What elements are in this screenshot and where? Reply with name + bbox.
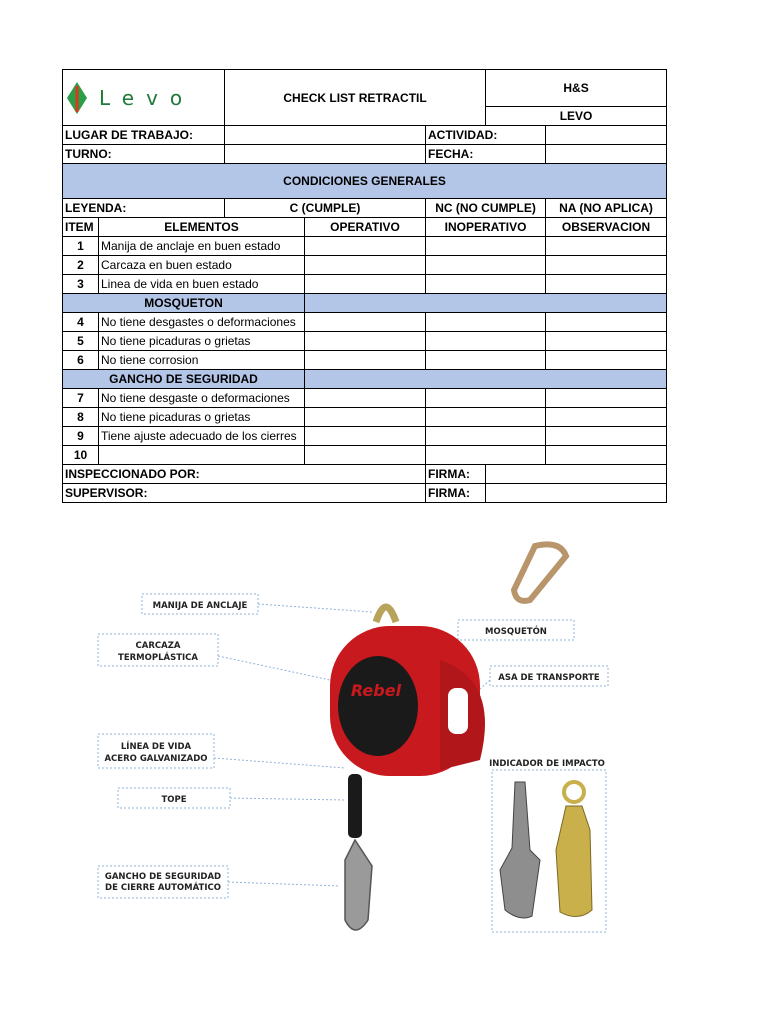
item-text: No tiene picaduras o grietas <box>99 408 305 427</box>
operativo-cell[interactable] <box>305 256 426 275</box>
observacion-cell[interactable] <box>546 408 667 427</box>
firma-label: FIRMA: <box>426 465 486 484</box>
checklist-table <box>62 69 667 503</box>
item-text: No tiene corrosion <box>99 351 305 370</box>
inoperativo-cell[interactable] <box>426 427 546 446</box>
leaf-icon <box>67 82 87 114</box>
actividad-label: ACTIVIDAD: <box>426 126 546 145</box>
item-number: 4 <box>63 313 99 332</box>
observacion-cell[interactable] <box>546 237 667 256</box>
svg-text:LÍNEA DE VIDA: LÍNEA DE VIDA <box>120 742 192 752</box>
logo-text: Levo <box>99 85 195 110</box>
lugar-value[interactable] <box>225 126 426 145</box>
operativo-cell[interactable] <box>305 275 426 294</box>
item-text[interactable] <box>99 446 305 465</box>
section-gancho: GANCHO DE SEGURIDAD <box>63 370 305 389</box>
item-number: 9 <box>63 427 99 446</box>
section-mosqueton: MOSQUETON <box>63 294 305 313</box>
svg-text:GANCHO DE SEGURIDAD: GANCHO DE SEGURIDAD <box>104 872 222 882</box>
legend-label: LEYENDA: <box>63 199 225 218</box>
item-text: No tiene desgaste o deformaciones <box>99 389 305 408</box>
item-number: 7 <box>63 389 99 408</box>
observacion-cell[interactable] <box>546 351 667 370</box>
anchor-handle <box>376 607 396 622</box>
inoperativo-cell[interactable] <box>426 237 546 256</box>
table-row <box>63 275 667 294</box>
snap-hook <box>345 840 372 930</box>
firma-inspector-field[interactable] <box>486 465 667 484</box>
col-operativo: OPERATIVO <box>305 218 426 237</box>
operativo-cell[interactable] <box>305 332 426 351</box>
operativo-cell[interactable] <box>305 351 426 370</box>
col-item: ITEM <box>63 218 99 237</box>
observacion-cell[interactable] <box>546 389 667 408</box>
operativo-cell[interactable] <box>305 313 426 332</box>
observacion-cell[interactable] <box>546 427 667 446</box>
fecha-label: FECHA: <box>426 145 546 164</box>
inoperativo-cell[interactable] <box>426 275 546 294</box>
retractable-housing <box>330 626 485 776</box>
hs-label: H&S <box>486 70 667 107</box>
inoperativo-cell[interactable] <box>426 389 546 408</box>
table-row <box>63 351 667 370</box>
item-text: No tiene desgastes o deformaciones <box>99 313 305 332</box>
svg-text:MOSQUETÓN: MOSQUETÓN <box>485 627 547 637</box>
svg-text:ACERO GALVANIZADO: ACERO GALVANIZADO <box>104 754 208 764</box>
observacion-cell[interactable] <box>546 446 667 465</box>
observacion-cell[interactable] <box>546 275 667 294</box>
col-observacion: OBSERVACION <box>546 218 667 237</box>
operativo-cell[interactable] <box>305 237 426 256</box>
inoperativo-cell[interactable] <box>426 256 546 275</box>
item-number: 5 <box>63 332 99 351</box>
table-row <box>63 332 667 351</box>
item-number: 6 <box>63 351 99 370</box>
legend-nc: NC (NO CUMPLE) <box>426 199 546 218</box>
table-row <box>63 313 667 332</box>
item-number: 8 <box>63 408 99 427</box>
lifeline <box>348 774 362 838</box>
document-title: CHECK LIST RETRACTIL <box>225 70 486 126</box>
section-condiciones: CONDICIONES GENERALES <box>63 164 667 199</box>
table-row <box>63 237 667 256</box>
svg-text:TOPE: TOPE <box>161 795 187 805</box>
observacion-cell[interactable] <box>546 332 667 351</box>
item-number: 1 <box>63 237 99 256</box>
item-text: Tiene ajuste adecuado de los cierres <box>99 427 305 446</box>
svg-text:TERMOPLÁSTICA: TERMOPLÁSTICA <box>118 653 198 663</box>
svg-text:INDICADOR DE IMPACTO: INDICADOR DE IMPACTO <box>489 759 605 769</box>
inoperativo-cell[interactable] <box>426 351 546 370</box>
item-text: No tiene picaduras o grietas <box>99 332 305 351</box>
turno-value[interactable] <box>225 145 426 164</box>
item-text: Linea de vida en buen estado <box>99 275 305 294</box>
item-text: Carcaza en buen estado <box>99 256 305 275</box>
inoperativo-cell[interactable] <box>426 408 546 427</box>
operativo-cell[interactable] <box>305 427 426 446</box>
inspeccionado-label: INSPECCIONADO POR: <box>63 465 426 484</box>
lugar-label: LUGAR DE TRABAJO: <box>63 126 225 145</box>
svg-text:CARCAZA: CARCAZA <box>135 641 181 651</box>
table-row <box>63 408 667 427</box>
logo-cell <box>63 70 225 126</box>
levo-logo <box>65 82 222 114</box>
item-number: 10 <box>63 446 99 465</box>
callout-carcaza <box>98 634 330 680</box>
svg-text:ASA DE TRANSPORTE: ASA DE TRANSPORTE <box>498 673 600 683</box>
callout-asa <box>470 666 608 698</box>
observacion-cell[interactable] <box>546 256 667 275</box>
actividad-value[interactable] <box>546 126 667 145</box>
item-number: 2 <box>63 256 99 275</box>
section-gancho-fill <box>305 370 667 389</box>
operativo-cell[interactable] <box>305 408 426 427</box>
col-inoperativo: INOPERATIVO <box>426 218 546 237</box>
table-row <box>63 256 667 275</box>
item-number: 3 <box>63 275 99 294</box>
brand-label: Rebel <box>350 681 402 700</box>
fecha-value[interactable] <box>546 145 667 164</box>
col-elementos: ELEMENTOS <box>99 218 305 237</box>
table-row <box>63 427 667 446</box>
company-label: LEVO <box>486 107 667 126</box>
table-row <box>63 389 667 408</box>
operativo-cell[interactable] <box>305 446 426 465</box>
svg-text:DE CIERRE AUTOMÁTICO: DE CIERRE AUTOMÁTICO <box>105 883 221 893</box>
firma-supervisor-field[interactable] <box>486 484 667 503</box>
carabiner-image <box>514 544 566 601</box>
legend-c: C (CUMPLE) <box>225 199 426 218</box>
impact-indicator-box <box>489 759 606 932</box>
inoperativo-cell[interactable] <box>426 446 546 465</box>
callout-manija <box>142 594 372 614</box>
item-text: Manija de anclaje en buen estado <box>99 237 305 256</box>
legend-na: NA (NO APLICA) <box>546 199 667 218</box>
supervisor-label: SUPERVISOR: <box>63 484 426 503</box>
operativo-cell[interactable] <box>305 389 426 408</box>
inoperativo-cell[interactable] <box>426 332 546 351</box>
callout-gancho <box>98 866 340 898</box>
section-mosqueton-fill <box>305 294 667 313</box>
firma-label: FIRMA: <box>426 484 486 503</box>
callout-tope <box>118 788 345 808</box>
callout-linea <box>98 734 345 768</box>
retractable-diagram <box>0 530 768 950</box>
observacion-cell[interactable] <box>546 313 667 332</box>
callout-mosqueton <box>458 620 574 640</box>
turno-label: TURNO: <box>63 145 225 164</box>
inoperativo-cell[interactable] <box>426 313 546 332</box>
table-row <box>63 446 667 465</box>
svg-text:MANIJA DE ANCLAJE: MANIJA DE ANCLAJE <box>152 601 248 611</box>
